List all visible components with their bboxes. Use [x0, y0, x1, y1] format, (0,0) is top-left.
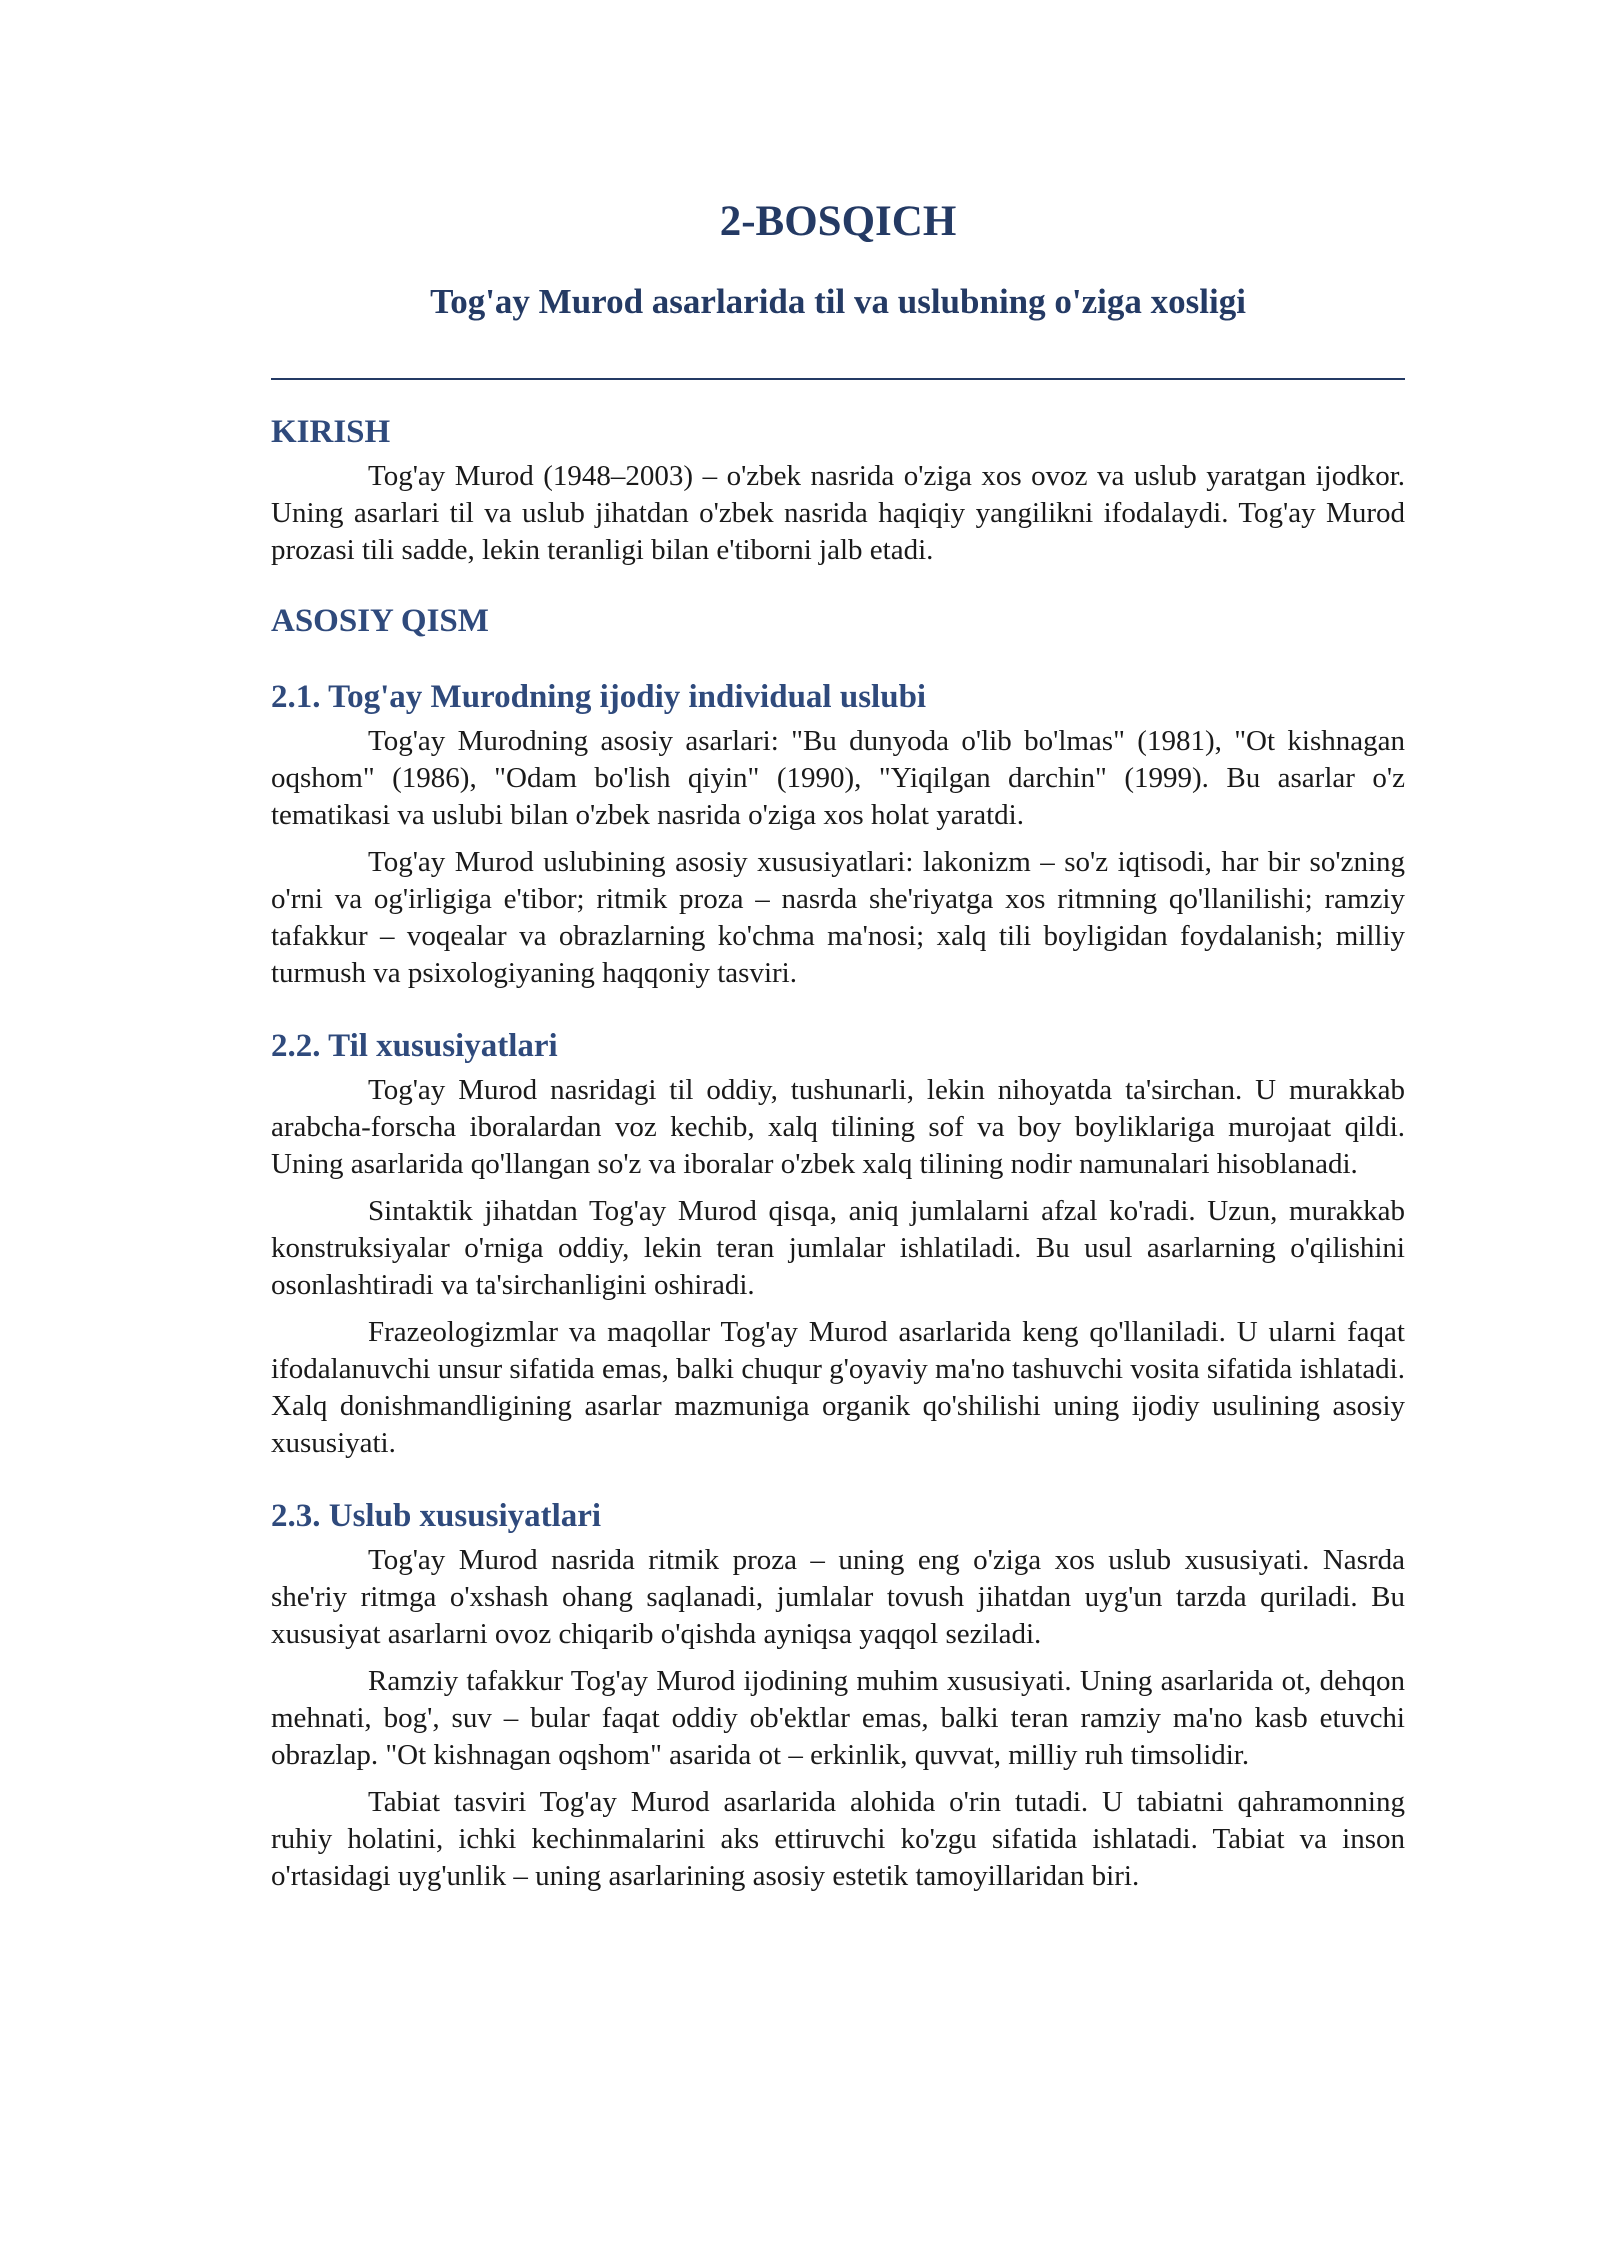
section-heading-2-1: 2.1. Tog'ay Murodning ijodiy individual uslubi: [271, 679, 927, 715]
section-heading-2-3: 2.3. Uslub xususiyatlari: [271, 1498, 602, 1534]
section-2-2-paragraph: Tog'ay Murod nasridagi til oddiy, tushunarli, lekin nihoyatda ta'sirchan. U murakkab arabcha-forscha iboralardan voz kechib, xalq tilining sof va boy boyliklariga murojaat qildi. Uning asarlarida qo'llangan so'z va iboralar o'zbek xalq tilining nodir namunalari hisoblanadi.: [271, 1074, 1405, 1180]
section-2-3-paragraph: Tog'ay Murod nasrida ritmik proza – uning eng o'ziga xos uslub xususiyati. Nasrda she'riy ritmga o'xshash ohang saqlanadi, jumlalar tovush jihatdan uyg'un tarzda quriladi. Bu xususiyat asarlarni ovoz chiqarib o'qishda ayniqsa yaqqol seziladi.: [271, 1544, 1405, 1650]
main-heading: ASOSIY QISM: [271, 603, 489, 639]
section-2-3-paragraph: Ramziy tafakkur Tog'ay Murod ijodining muhim xususiyati. Uning asarlarida ot, dehqon mehnati, bog', suv – bular faqat oddiy ob'ektlar emas, balki teran ramziy ma'no kasb etuvchi obrazlap. "Ot kishnagan oqshom" asarida ot – erkinlik, quvvat, milliy ruh timsolidir.: [271, 1665, 1405, 1771]
section-heading-2-2: 2.2. Til xususiyatlari: [271, 1028, 558, 1064]
intro-paragraph: Tog'ay Murod (1948–2003) – o'zbek nasrida o'ziga xos ovoz va uslub yaratgan ijodkor. Uning asarlari til va uslub jihatdan o'zbek nasrida haqiqiy yangilikni ifodalaydi. Tog'ay Murod prozasi tili sadde, lekin teranligi bilan e'tiborni jalb etadi.: [271, 460, 1405, 566]
section-2-3-paragraph: Tabiat tasviri Tog'ay Murod asarlarida alohida o'rin tutadi. U tabiatni qahramonning ruhiy holatini, ichki kechinmalarini aks ettiruvchi ko'zgu sifatida ishlatadi. Tabiat va inson o'rtasidagi uyg'unlik – uning asarlarining asosiy estetik tamoyillaridan biri.: [271, 1786, 1405, 1892]
title-divider: [271, 378, 1405, 380]
intro-heading: KIRISH: [271, 414, 391, 450]
section-2-2-paragraph: Frazeologizmlar va maqollar Tog'ay Murod asarlarida keng qo'llaniladi. U ularni faqat ifodalanuvchi unsur sifatida emas, balki chuqur g'oyaviy ma'no tashuvchi vosita sifatida ishlatadi. Xalq donishmandligining asarlar mazmuniga organik qo'shilishi uning ijodiy usulining asosiy xususiyati.: [271, 1316, 1405, 1459]
section-2-1-paragraph: Tog'ay Murod uslubining asosiy xususiyatlari: lakonizm – so'z iqtisodi, har bir so'zning o'rni va og'irligiga e'tibor; ritmik proza – nasrda she'riyatga xos ritmning qo'llanilishi; ramziy tafakkur – voqealar va obrazlarning ko'chma ma'nosi; xalq tili boyligidan foydalanish; milliy turmush va psixologiyaning haqqoniy tasviri.: [271, 846, 1405, 989]
page-content: [271, 192, 1405, 1895]
document-subtitle: Tog'ay Murod asarlarida til va uslubning o'ziga xosligi: [430, 282, 1246, 321]
stage-title: 2-BOSQICH: [719, 198, 957, 245]
section-2-2-paragraph: Sintaktik jihatdan Tog'ay Murod qisqa, aniq jumlalarni afzal ko'radi. Uzun, murakkab konstruksiyalar o'rniga oddiy, lekin teran jumlalar ishlatiladi. Bu usul asarlarning o'qilishini osonlashtiradi va ta'sirchanligini oshiradi.: [271, 1195, 1405, 1301]
section-2-1-paragraph: Tog'ay Murodning asosiy asarlari: "Bu dunyoda o'lib bo'lmas" (1981), "Ot kishnagan oqshom" (1986), "Odam bo'lish qiyin" (1990), "Yiqilgan darchin" (1999). Bu asarlar o'z tematikasi va uslubi bilan o'zbek nasrida o'ziga xos holat yaratdi.: [271, 725, 1405, 831]
